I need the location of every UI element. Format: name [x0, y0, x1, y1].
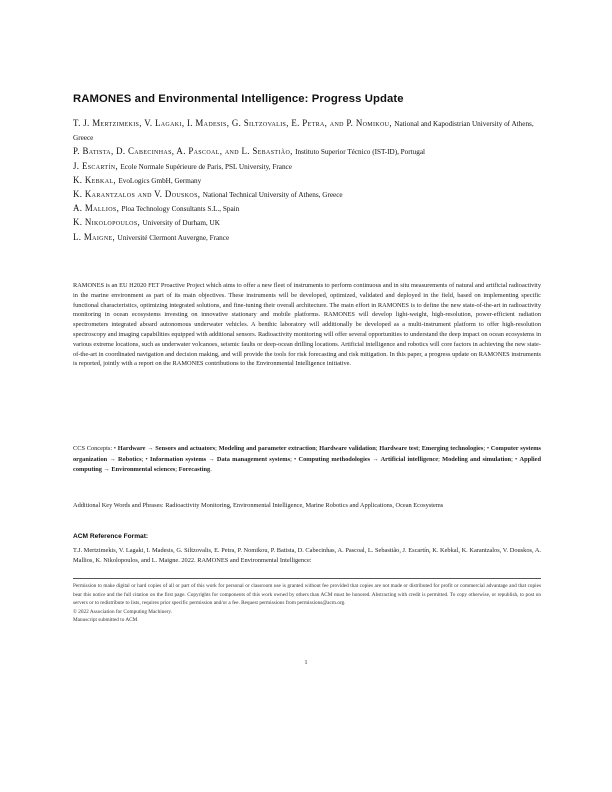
author-line — [73, 188, 541, 202]
ccs-term: Forecasting — [178, 466, 211, 474]
footnote-divider — [73, 578, 541, 579]
author-line — [73, 216, 541, 230]
author-affiliation: Ecole Normale Supérieure de Paris, PSL University, France — [120, 162, 292, 171]
ccs-term: Computer systems organization → Robotics — [73, 445, 542, 463]
reference-heading: ACM Reference Format: — [73, 533, 149, 540]
author-list — [73, 117, 541, 245]
author-line — [73, 202, 541, 216]
abstract: RAMONES is an EU H2020 FET Proactive Project which aims to offer a new fleet of instruments to perform continuous and in situ measurements of natural and artificial radioactivity in the marine environment as part of its main objectives. These instruments will be developed, optimized, validated and deployed in the field, based on implementing specific functional characteristics, optimizing integrated solutions, and fine-tuning their overall architecture. The main effort in RAMONES is to define the new state-of-the-art in radioactivity monitoring in ocean ecosystems investing on innovative stationary and mobile platforms. RAMONES will develop light-weight, high-resolution, power-efficient radiation spectrometers integrated aboard autonomous underwater vehicles. A benthic laboratory will additionally be developed as a multi-instrument platform to offer high-resolution spectroscopy and imaging capabilities equipped with additional sensors. Radioactivity monitoring will offer several opportunities to understand the deep impact on ocean ecosystems in various extreme locations, such as underwater volcanoes, seismic faults or deep-ocean drilling locations. Artificial intelligence and robotics will core factors in achieving the new state-of-the-art in coordinated navigation and decision making, and will provide the tools for risk forecasting and risk mitigation. In this paper, a progress update on RAMONES instruments is reported, jointly with a report on the RAMONES contributions to the Environmental Intelligence initiative. — [73, 282, 541, 368]
ccs-separator: ; — [315, 445, 320, 452]
author-affiliation: University of Durham, UK — [142, 219, 220, 228]
permission-footnote — [73, 582, 541, 625]
author-line — [73, 231, 541, 245]
author-names: J. Escartín, — [73, 160, 119, 171]
author-names: T. J. Mertzimekis, V. Lagaki, I. Madesis, G. Siltzovalis, E. Petra, and P. Nomikou, — [73, 118, 392, 128]
ccs-term: Hardware → Sensors and actuators — [117, 445, 216, 452]
author-names: K. Nikolopoulos, — [73, 217, 141, 228]
author-line — [73, 117, 541, 145]
author-line — [73, 160, 541, 174]
author-affiliation: National and Kapodistrian University of Athens, Greece — [73, 120, 534, 143]
ccs-term: Computing methodologies → Artificial intelligence — [298, 455, 439, 463]
ccs-term: Hardware test — [379, 445, 419, 452]
copyright-notice: © 2022 Association for Computing Machinery. — [73, 608, 173, 615]
permission-notice: Permission to make digital or hard copies of all or part of this work for personal or classroom use is granted without fee provided that copies are not made or distributed for profit or commercial advantage and that copies bear this notice and the full citation on the first page. Copyrights for components of this work owned by others than ACM must be honored. Abstracting with credit is permitted. To copy otherwise, or republish, to post on servers or to redistribute to lists, requires prior specific permission and/or a fee. Request permissions from permissions@acm.org. — [73, 583, 541, 607]
manuscript-notice: Manuscript submitted to ACM — [73, 617, 138, 624]
ccs-label: CCS Concepts: • — [73, 445, 117, 452]
author-affiliation: Ploa Technology Consultants S.L., Spain — [121, 205, 240, 214]
ccs-separator: ; — [215, 445, 219, 452]
ccs-separator: ; — [418, 445, 422, 452]
paper-title: RAMONES and Environmental Intelligence: Progress Update — [73, 93, 404, 105]
ccs-term: Modeling and parameter extraction — [218, 445, 316, 452]
author-names: P. Batista, D. Cabecinhas, A. Pascoal, and L. Sebastião, — [73, 146, 293, 157]
author-names: L. Maigne, — [73, 231, 116, 242]
ccs-separator: ; — [438, 455, 443, 463]
author-names: K. Kebkal, — [73, 174, 116, 185]
ccs-terms — [73, 445, 541, 473]
author-affiliation: EvoLogics GmbH, Germany — [118, 176, 202, 185]
author-affiliation: National Technical University of Athens, Greece — [202, 191, 343, 200]
ccs-term: Applied computing → Environmental sciences — [73, 455, 541, 474]
ccs-separator: ; — [175, 466, 179, 474]
ccs-separator: ; • — [141, 455, 150, 463]
ccs-term: Emerging technologies — [421, 445, 484, 452]
ccs-concepts — [73, 444, 541, 476]
ccs-separator: ; • — [483, 445, 491, 452]
ccs-term: Information systems → Data management systems — [150, 455, 291, 463]
ccs-separator: ; — [375, 445, 380, 452]
author-affiliation: Université Clermont Auvergne, France — [117, 233, 230, 242]
author-line — [73, 174, 541, 188]
reference-text: T.J. Mertzimekis, V. Lagaki, I. Madesis, G. Siltzovalis, E. Petra, P. Nomikou, P. Batista, D. Cabecinhas, A. Pascoal, L. Sebastião, J. Escartín, K. Kebkal, K. Karantzalos, V. Douskos, A. Mallios, K. Nikolopoulos, and L. Maigne. 2022. RAMONES and Environmental Intelligence: — [73, 547, 541, 565]
ccs-separator: ; • — [290, 455, 299, 463]
author-names: K. Karantzalos and V. Douskos, — [73, 189, 201, 200]
ccs-term: Modeling and simulation — [442, 455, 512, 463]
author-names: A. Mallios, — [73, 203, 120, 214]
ccs-separator: ; • — [511, 455, 520, 463]
ccs-separator: . — [210, 466, 212, 474]
author-affiliation: Instituto Superior Técnico (IST-ID), Portugal — [295, 148, 426, 157]
author-line — [73, 145, 541, 159]
keywords: Additional Key Words and Phrases: Radioactivity Monitoring, Environmental Intelligence, Marine Robotics and Applications, Ocean Ecosystems — [73, 502, 444, 509]
page-number: 1 — [304, 659, 308, 666]
ccs-term: Hardware validation — [319, 445, 376, 452]
